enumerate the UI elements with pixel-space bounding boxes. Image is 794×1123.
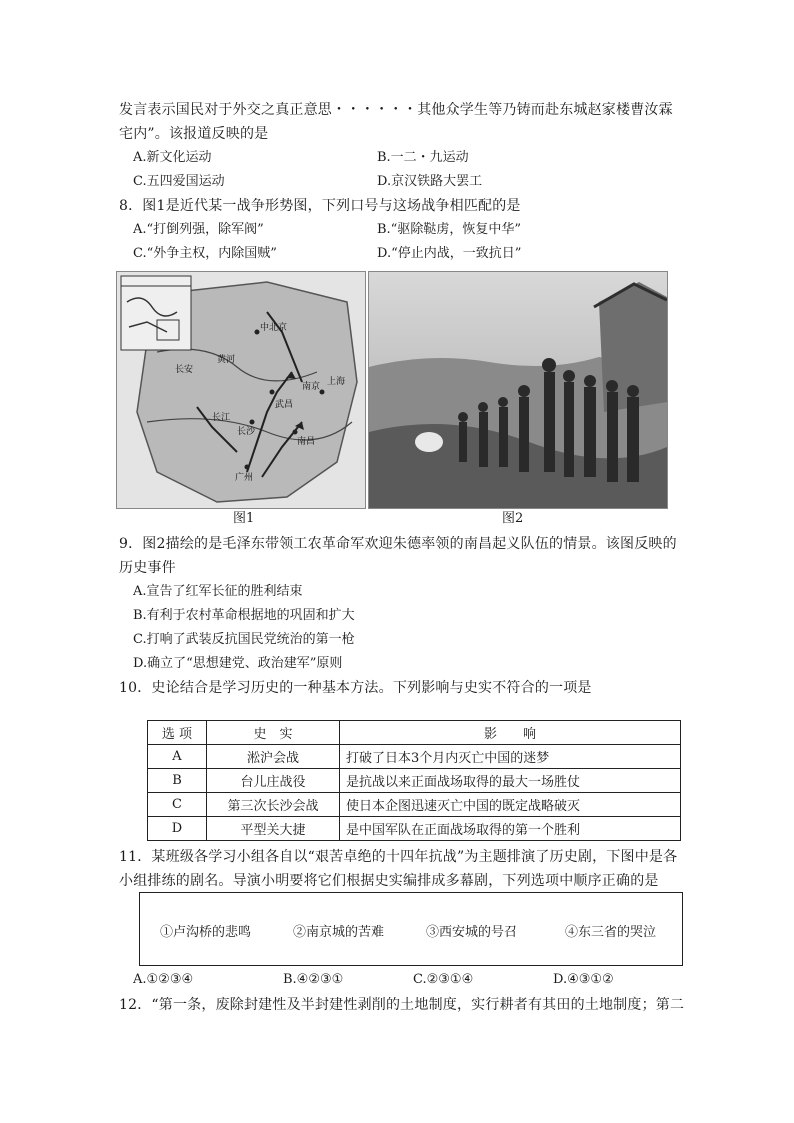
map-label-changsha: 长沙	[237, 427, 256, 437]
q8-stem: 8．图1是近代某一战争形势图，下列口号与这场战争相匹配的是	[119, 198, 521, 214]
q8-option-a: A.“打倒列强，除军阀”	[133, 222, 264, 237]
table-cell-fact: 第三次长沙会战	[207, 793, 340, 817]
q7-option-d: D.京汉铁路大罢工	[377, 174, 483, 189]
map-label-wuchang: 武昌	[275, 400, 294, 410]
map-label-beijing: 中北京	[260, 323, 288, 333]
q9-option-d: D.确立了“思想建党、政治建军”原则	[133, 656, 343, 671]
table-cell-option: B	[148, 769, 207, 793]
q11-option-c: C.②③①④	[413, 972, 474, 987]
table-cell-option: D	[148, 817, 207, 841]
play-title: ④东三省的哭泣	[565, 925, 657, 940]
table-row	[148, 793, 681, 817]
table-header-row	[148, 721, 681, 745]
war-map-graphic	[117, 272, 365, 508]
q9-text-line2: 历史事件	[119, 560, 176, 576]
table-cell-impact: 使日本企图迅速灭亡中国的既定战略破灭	[340, 793, 681, 817]
q12-text-line1: 12．“第一条，废除封建性及半封建性剥削的土地制度，实行耕者有其田的土地制度；第二	[119, 997, 685, 1013]
table-cell-fact: 淞沪会战	[207, 745, 340, 769]
table-row	[148, 769, 681, 793]
q10-stem: 10．史论结合是学习历史的一种基本方法。下列影响与史实不符合的一项是	[119, 680, 592, 696]
q11-option-a: A.①②③④	[133, 972, 194, 987]
table-header-option: 选 项	[148, 721, 207, 745]
q11-plays-box	[139, 892, 683, 966]
painting-graphic	[369, 272, 667, 508]
map-label-guangzhou: 广州	[235, 473, 254, 483]
map-label-changan: 长安	[175, 365, 194, 375]
table-cell-option: A	[148, 745, 207, 769]
q11-text-line2: 小组排练的剧名。导演小明要将它们根据史实编排成多幕剧，下列选项中顺序正确的是	[119, 873, 659, 889]
map-label-changjiang: 长江	[212, 413, 231, 423]
q8-option-c: C.“外争主权，内除国贼”	[133, 246, 277, 261]
figure-2-caption: 图2	[502, 511, 524, 526]
map-label-nanchang: 南昌	[297, 437, 316, 447]
q10-history-table	[147, 720, 681, 841]
figure-1-war-map	[116, 271, 366, 509]
map-label-huanghe: 黄河	[217, 355, 236, 365]
table-header-impact: 影 响	[340, 721, 681, 745]
table-header-fact: 史 实	[207, 721, 340, 745]
q9-text-line1: 9．图2描绘的是毛泽东带领工农革命军欢迎朱德率领的南昌起义队伍的情景。该图反映的	[119, 536, 677, 552]
table-row	[148, 745, 681, 769]
table-cell-fact: 台儿庄战役	[207, 769, 340, 793]
q9-option-c: C.打响了武装反抗国民党统治的第一枪	[133, 632, 355, 647]
q9-option-a: A.宣告了红军长征的胜利结束	[133, 584, 303, 599]
play-title: ②南京城的苦难	[293, 925, 385, 940]
table-cell-fact: 平型关大捷	[207, 817, 340, 841]
table-row	[148, 817, 681, 841]
q7-option-a: A.新文化运动	[133, 150, 212, 165]
q11-option-d: D.④③①②	[553, 972, 614, 987]
q8-option-b: B.“驱除鞑虏，恢复中华”	[377, 222, 521, 237]
figure-2-painting	[368, 271, 668, 509]
q7-option-b: B.一二・九运动	[377, 150, 469, 165]
play-title: ①卢沟桥的悲鸣	[160, 925, 252, 940]
q11-option-b: B.④②③①	[283, 972, 344, 987]
map-label-nanjing: 南京	[302, 382, 321, 392]
table-cell-impact: 打破了日本3个月内灭亡中国的迷梦	[340, 745, 681, 769]
play-title: ③西安城的号召	[426, 925, 518, 940]
q11-text-line1: 11．某班级各学习小组各自以“艰苦卓绝的十四年抗战”为主题排演了历史剧，下图中是各	[119, 849, 678, 865]
table-cell-impact: 是中国军队在正面战场取得的第一个胜利	[340, 817, 681, 841]
q7-text-line2: 宅内”。该报道反映的是	[119, 126, 269, 142]
q7-option-c: C.五四爱国运动	[133, 174, 225, 189]
table-cell-impact: 是抗战以来正面战场取得的最大一场胜仗	[340, 769, 681, 793]
q7-text-line1: 发言表示国民对于外交之真正意思・・・・・・其他众学生等乃铸而赴东城赵家楼曹汝霖	[119, 102, 673, 118]
table-cell-option: C	[148, 793, 207, 817]
q8-option-d: D.“停止内战，一致抗日”	[377, 246, 522, 261]
q9-option-b: B.有利于农村革命根据地的巩固和扩大	[133, 608, 355, 623]
figure-1-caption: 图1	[233, 511, 255, 526]
map-label-shanghai: 上海	[327, 377, 346, 387]
